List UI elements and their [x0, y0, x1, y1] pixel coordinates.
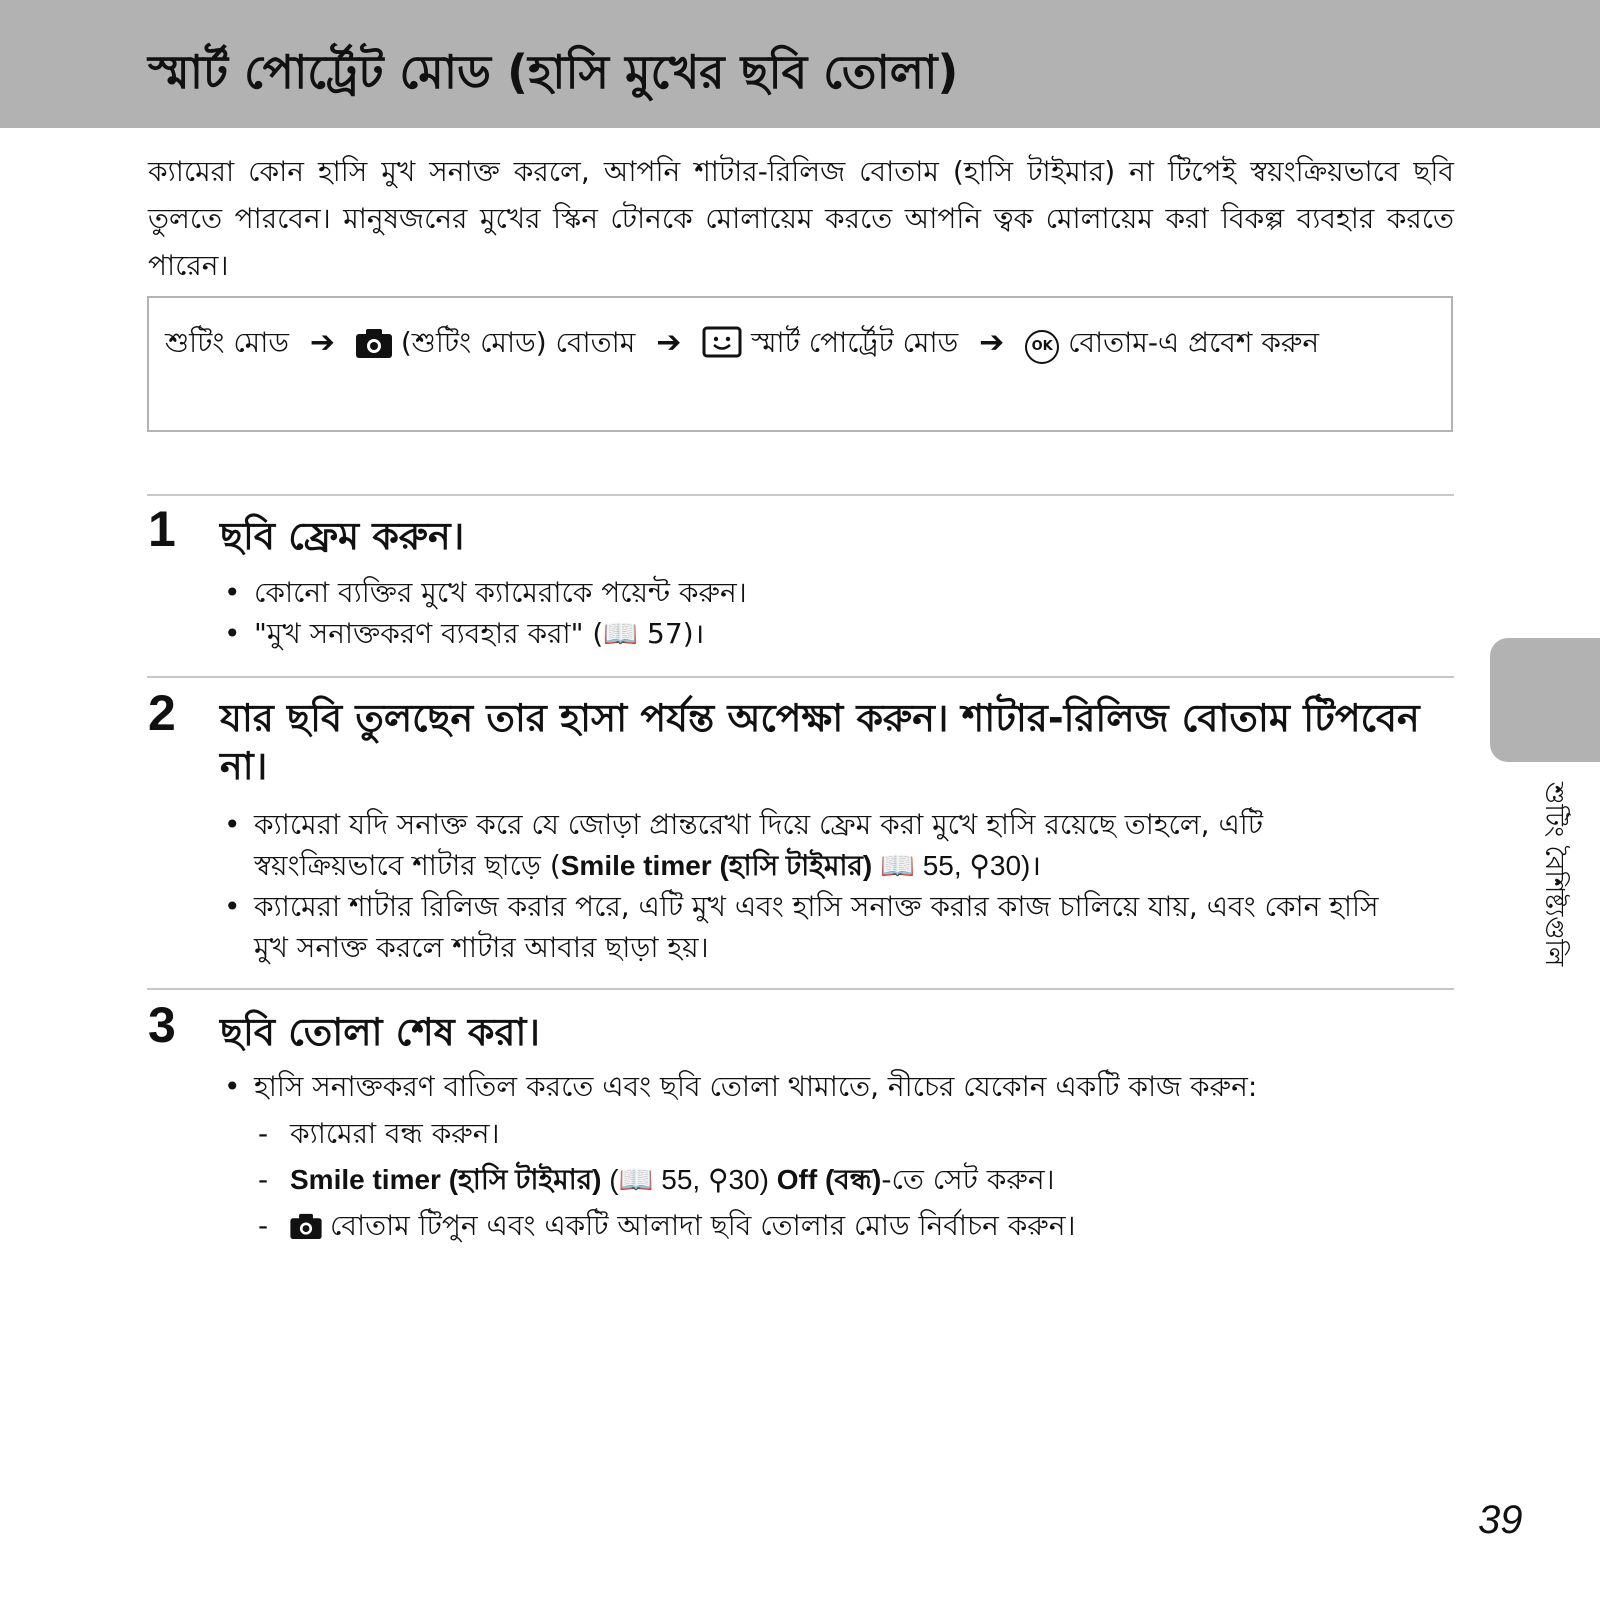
- arrow-right-icon: ➔: [979, 325, 1005, 360]
- step-number: 3: [148, 997, 176, 1053]
- divider: [147, 988, 1454, 990]
- list-item: • ক্যামেরা শাটার রিলিজ করার পরে, এটি মুখ এবং হাসি সনাক্ত করার কাজ চালিয়ে যায়, এবং কোন হাসি মুখ সনাক্ত করলে শাটার আবার ছাড়া হয়।: [220, 886, 1420, 968]
- page-title: স্মার্ট পোর্ট্রেট মোড (হাসি মুখের ছবি তোলা): [148, 45, 959, 99]
- step-bullets: [220, 1066, 1420, 1253]
- sub-list: [254, 1111, 1420, 1253]
- list-item: - বোতাম টিপুন এবং একটি আলাদা ছবি তোলার মোড নির্বাচন করুন।: [254, 1203, 1420, 1253]
- camera-icon: [356, 326, 392, 372]
- step-bullets: [220, 572, 1420, 654]
- navigation-box: [147, 296, 1453, 432]
- divider: [147, 494, 1454, 496]
- step-number: 2: [148, 685, 176, 741]
- camera-icon: [290, 1207, 322, 1253]
- nav-shooting-mode-button: (শুটিং মোড) বোতাম: [400, 326, 636, 359]
- nav-shooting-mode: শুটিং মোড: [165, 326, 289, 359]
- section-tab: [1490, 638, 1600, 762]
- step-bullets: [220, 804, 1420, 968]
- ok-button-icon: OK: [1025, 330, 1059, 364]
- step-number: 1: [148, 501, 176, 557]
- list-item: • কোনো ব্যক্তির মুখে ক্যামেরাকে পয়েন্ট করুন।: [220, 572, 1420, 613]
- section-label: শুটিং বৈশিষ্ট্যগুলি: [1539, 782, 1569, 967]
- step-title: ছবি ফ্রেম করুন।: [220, 514, 465, 558]
- list-item: - Smile timer (হাসি টাইমার) (📖 55, ⚲30) Off (বন্ধ)-তে সেট করুন।: [254, 1157, 1420, 1203]
- intro-paragraph: ক্যামেরা কোন হাসি মুখ সনাক্ত করলে, আপনি শাটার-রিলিজ বোতাম (হাসি টাইমার) না টিপেই স্বয়ংক্রিয়ভাবে ছবি তুলতে পারবেন। মানুষজনের মুখের স্কিন টোনকে মোলায়েম করতে আপনি ত্বক মোলায়েম করা বিকল্প ব্যবহার করতে পারেন।: [148, 155, 1454, 282]
- arrow-right-icon: ➔: [656, 325, 682, 360]
- smile-portrait-icon: [702, 326, 742, 372]
- list-item: • "মুখ সনাক্তকরণ ব্যবহার করা" (📖 57)।: [220, 613, 1420, 654]
- page-number: 39: [1478, 1498, 1523, 1542]
- list-item: • হাসি সনাক্তকরণ বাতিল করতে এবং ছবি তোলা থামাতে, নীচের যেকোন একটি কাজ করুন: - ক্যামেরা বন্ধ করুন। - Smile timer (হাসি টাইমার) (📖 55, ⚲30) Off (বন্ধ)-তে সেট করুন। - বোতাম টিপুন এবং একটি আলাদা ছবি তোলার মোড নির্বাচন করুন।: [220, 1066, 1420, 1253]
- nav-smart-portrait: স্মার্ট পোর্ট্রেট মোড: [751, 326, 959, 359]
- step-title: যার ছবি তুলছেন তার হাসা পর্যন্ত অপেক্ষা করুন। শাটার-রিলিজ বোতাম টিপবেন না।: [220, 696, 1420, 788]
- divider: [147, 676, 1454, 678]
- step-title: ছবি তোলা শেষ করা।: [220, 1010, 540, 1054]
- list-item: - ক্যামেরা বন্ধ করুন।: [254, 1111, 1420, 1157]
- list-item: • ক্যামেরা যদি সনাক্ত করে যে জোড়া প্রান্তরেখা দিয়ে ফ্রেম করা মুখে হাসি রয়েছে তাহলে, এটি স্বয়ংক্রিয়ভাবে শাটার ছাড়ে (Smile timer (হাসি টাইমার) 📖 55, ⚲30)।: [220, 804, 1420, 886]
- arrow-right-icon: ➔: [309, 325, 336, 360]
- nav-enter: বোতাম-এ প্রবেশ করুন: [1068, 326, 1320, 359]
